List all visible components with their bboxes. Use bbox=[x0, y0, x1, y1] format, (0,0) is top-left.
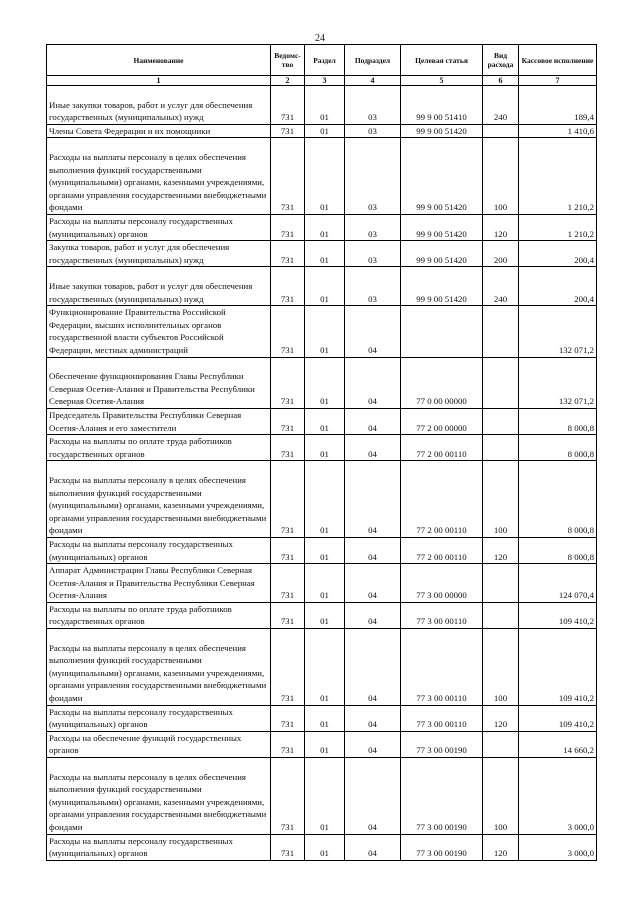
row-section: 01 bbox=[305, 564, 345, 603]
row-target-article: 77 2 00 00110 bbox=[401, 537, 483, 563]
table-row bbox=[47, 408, 597, 434]
row-name: Иные закупки товаров, работ и услуг для обеспечения государственных (муниципальных) нужд bbox=[47, 267, 271, 306]
column-number: 3 bbox=[305, 76, 345, 86]
table-row bbox=[47, 537, 597, 563]
table-row bbox=[47, 306, 597, 357]
row-section: 01 bbox=[305, 357, 345, 408]
column-number: 6 bbox=[483, 76, 519, 86]
row-name: Расходы на выплаты персоналу государственных (муниципальных) органов bbox=[47, 834, 271, 860]
row-target-article: 99 9 00 51410 bbox=[401, 86, 483, 125]
table-row bbox=[47, 241, 597, 267]
table-row bbox=[47, 602, 597, 628]
row-subsection: 04 bbox=[345, 629, 401, 706]
row-amount: 189,4 bbox=[519, 86, 597, 125]
row-name: Расходы на выплаты персоналу в целях обеспечения выполнения функций государственными (муниципальными) органами, казенными учреждениями, органами управления государственными внебюджетными фондами bbox=[47, 461, 271, 538]
row-subsection: 04 bbox=[345, 461, 401, 538]
row-name: Закупка товаров, работ и услуг для обеспечения государственных (муниципальных) нужд bbox=[47, 241, 271, 267]
row-department: 731 bbox=[271, 758, 305, 835]
column-number: 2 bbox=[271, 76, 305, 86]
row-subsection: 03 bbox=[345, 267, 401, 306]
row-department: 731 bbox=[271, 306, 305, 357]
row-expense-type bbox=[483, 408, 519, 434]
row-section: 01 bbox=[305, 758, 345, 835]
row-subsection: 04 bbox=[345, 602, 401, 628]
row-subsection: 04 bbox=[345, 834, 401, 860]
row-amount: 8 000,8 bbox=[519, 435, 597, 461]
row-amount: 109 410,2 bbox=[519, 705, 597, 731]
row-amount: 1 210,2 bbox=[519, 138, 597, 215]
column-number: 5 bbox=[401, 76, 483, 86]
column-number: 7 bbox=[519, 76, 597, 86]
row-name: Расходы на выплаты персоналу в целях обеспечения выполнения функций государственными (муниципальными) органами, казенными учреждениями, органами управления государственными внебюджетными фондами bbox=[47, 629, 271, 706]
table-row bbox=[47, 461, 597, 538]
row-name: Члены Совета Федерации и их помощники bbox=[47, 124, 271, 138]
row-section: 01 bbox=[305, 705, 345, 731]
row-name: Иные закупки товаров, работ и услуг для обеспечения государственных (муниципальных) нужд bbox=[47, 86, 271, 125]
row-amount: 14 660,2 bbox=[519, 731, 597, 757]
row-target-article: 99 9 00 51420 bbox=[401, 138, 483, 215]
row-expense-type: 100 bbox=[483, 461, 519, 538]
header-name: Наименование bbox=[47, 45, 271, 76]
row-department: 731 bbox=[271, 834, 305, 860]
row-expense-type bbox=[483, 731, 519, 757]
row-subsection: 04 bbox=[345, 306, 401, 357]
row-expense-type: 100 bbox=[483, 629, 519, 706]
column-number: 1 bbox=[47, 76, 271, 86]
row-target-article: 99 9 00 51420 bbox=[401, 214, 483, 240]
row-amount: 200,4 bbox=[519, 267, 597, 306]
row-department: 731 bbox=[271, 138, 305, 215]
row-subsection: 04 bbox=[345, 758, 401, 835]
row-target-article: 99 9 00 51420 bbox=[401, 267, 483, 306]
table-row bbox=[47, 758, 597, 835]
row-department: 731 bbox=[271, 705, 305, 731]
row-section: 01 bbox=[305, 86, 345, 125]
row-amount: 109 410,2 bbox=[519, 602, 597, 628]
row-expense-type: 200 bbox=[483, 241, 519, 267]
row-amount: 132 071,2 bbox=[519, 306, 597, 357]
header-section: Раздел bbox=[305, 45, 345, 76]
row-name: Обеспечение функционирования Главы Республики Северная Осетия-Алания и Правительства Республики Северная Осетия-Алания bbox=[47, 357, 271, 408]
row-amount: 124 070,4 bbox=[519, 564, 597, 603]
table-row bbox=[47, 267, 597, 306]
row-expense-type: 120 bbox=[483, 537, 519, 563]
row-department: 731 bbox=[271, 86, 305, 125]
table-body bbox=[47, 86, 597, 861]
row-department: 731 bbox=[271, 461, 305, 538]
row-expense-type: 100 bbox=[483, 758, 519, 835]
row-department: 731 bbox=[271, 629, 305, 706]
row-amount: 8 000,8 bbox=[519, 461, 597, 538]
table-row bbox=[47, 705, 597, 731]
row-amount: 132 071,2 bbox=[519, 357, 597, 408]
row-name: Расходы на выплаты по оплате труда работников государственных органов bbox=[47, 602, 271, 628]
row-department: 731 bbox=[271, 731, 305, 757]
row-section: 01 bbox=[305, 834, 345, 860]
row-section: 01 bbox=[305, 435, 345, 461]
header-subsection: Подраздел bbox=[345, 45, 401, 76]
row-name: Расходы на выплаты персоналу в целях обеспечения выполнения функций государственными (муниципальными) органами, казенными учреждениями, органами управления государственными внебюджетными фондами bbox=[47, 758, 271, 835]
row-amount: 3 000,0 bbox=[519, 758, 597, 835]
row-subsection: 04 bbox=[345, 731, 401, 757]
row-subsection: 04 bbox=[345, 408, 401, 434]
row-target-article: 77 3 00 00110 bbox=[401, 629, 483, 706]
table-row bbox=[47, 564, 597, 603]
row-section: 01 bbox=[305, 241, 345, 267]
row-expense-type bbox=[483, 306, 519, 357]
row-expense-type bbox=[483, 602, 519, 628]
row-department: 731 bbox=[271, 267, 305, 306]
row-target-article: 77 3 00 00190 bbox=[401, 758, 483, 835]
header-department: Ведомс-тво bbox=[271, 45, 305, 76]
table-row bbox=[47, 834, 597, 860]
row-target-article: 77 2 00 00000 bbox=[401, 408, 483, 434]
row-section: 01 bbox=[305, 124, 345, 138]
row-target-article: 77 3 00 00110 bbox=[401, 602, 483, 628]
row-target-article: 99 9 00 51420 bbox=[401, 124, 483, 138]
row-section: 01 bbox=[305, 602, 345, 628]
row-name: Функционирование Правительства Российской Федерации, высших исполнительных органов государственной власти субъектов Российской Федерации, местных администраций bbox=[47, 306, 271, 357]
row-target-article: 77 0 00 00000 bbox=[401, 357, 483, 408]
row-target-article: 77 3 00 00110 bbox=[401, 705, 483, 731]
table-row bbox=[47, 731, 597, 757]
row-expense-type bbox=[483, 124, 519, 138]
row-department: 731 bbox=[271, 408, 305, 434]
row-subsection: 03 bbox=[345, 138, 401, 215]
row-department: 731 bbox=[271, 537, 305, 563]
header-expense-type: Вид расхода bbox=[483, 45, 519, 76]
row-name: Расходы на выплаты персоналу государственных (муниципальных) органов bbox=[47, 705, 271, 731]
row-expense-type: 120 bbox=[483, 214, 519, 240]
row-section: 01 bbox=[305, 214, 345, 240]
column-number: 4 bbox=[345, 76, 401, 86]
row-subsection: 04 bbox=[345, 705, 401, 731]
row-amount: 3 000,0 bbox=[519, 834, 597, 860]
row-expense-type bbox=[483, 564, 519, 603]
row-expense-type: 240 bbox=[483, 267, 519, 306]
row-section: 01 bbox=[305, 461, 345, 538]
row-target-article: 99 9 00 51420 bbox=[401, 241, 483, 267]
table-row bbox=[47, 435, 597, 461]
table-row bbox=[47, 357, 597, 408]
table-row bbox=[47, 629, 597, 706]
row-expense-type: 100 bbox=[483, 138, 519, 215]
row-target-article: 77 3 00 00000 bbox=[401, 564, 483, 603]
row-amount: 8 000,8 bbox=[519, 537, 597, 563]
table-row bbox=[47, 138, 597, 215]
budget-table bbox=[46, 44, 597, 861]
row-target-article: 77 2 00 00110 bbox=[401, 435, 483, 461]
row-section: 01 bbox=[305, 138, 345, 215]
row-section: 01 bbox=[305, 267, 345, 306]
row-department: 731 bbox=[271, 214, 305, 240]
row-section: 01 bbox=[305, 731, 345, 757]
row-target-article bbox=[401, 306, 483, 357]
row-target-article: 77 3 00 00190 bbox=[401, 731, 483, 757]
table-row bbox=[47, 214, 597, 240]
row-department: 731 bbox=[271, 564, 305, 603]
row-amount: 1 210,2 bbox=[519, 214, 597, 240]
row-expense-type: 120 bbox=[483, 834, 519, 860]
row-amount: 8 000,8 bbox=[519, 408, 597, 434]
row-amount: 109 410,2 bbox=[519, 629, 597, 706]
row-name: Расходы на выплаты персоналу в целях обеспечения выполнения функций государственными (муниципальными) органами, казенными учреждениями, органами управления государственными внебюджетными фондами bbox=[47, 138, 271, 215]
page-number: 24 bbox=[315, 33, 325, 44]
table-row bbox=[47, 124, 597, 138]
row-subsection: 03 bbox=[345, 214, 401, 240]
row-section: 01 bbox=[305, 306, 345, 357]
row-department: 731 bbox=[271, 124, 305, 138]
row-expense-type: 240 bbox=[483, 86, 519, 125]
row-name: Аппарат Администрации Главы Республики Северная Осетия-Алания и Правительства Республики Северная Осетия-Алания bbox=[47, 564, 271, 603]
header-target-article: Целевая статья bbox=[401, 45, 483, 76]
row-name: Председатель Правительства Республики Северная Осетия-Алания и его заместители bbox=[47, 408, 271, 434]
row-name: Расходы на обеспечение функций государственных органов bbox=[47, 731, 271, 757]
row-subsection: 03 bbox=[345, 241, 401, 267]
row-subsection: 03 bbox=[345, 124, 401, 138]
row-target-article: 77 3 00 00190 bbox=[401, 834, 483, 860]
row-name: Расходы на выплаты по оплате труда работников государственных органов bbox=[47, 435, 271, 461]
row-target-article: 77 2 00 00110 bbox=[401, 461, 483, 538]
row-subsection: 03 bbox=[345, 86, 401, 125]
header-cash-execution: Кассовое исполнение bbox=[519, 45, 597, 76]
row-section: 01 bbox=[305, 408, 345, 434]
row-section: 01 bbox=[305, 629, 345, 706]
row-department: 731 bbox=[271, 435, 305, 461]
row-department: 731 bbox=[271, 241, 305, 267]
row-subsection: 04 bbox=[345, 435, 401, 461]
row-name: Расходы на выплаты персоналу государственных (муниципальных) органов bbox=[47, 214, 271, 240]
row-department: 731 bbox=[271, 357, 305, 408]
row-amount: 200,4 bbox=[519, 241, 597, 267]
row-amount: 1 410,6 bbox=[519, 124, 597, 138]
row-subsection: 04 bbox=[345, 357, 401, 408]
row-name: Расходы на выплаты персоналу государственных (муниципальных) органов bbox=[47, 537, 271, 563]
row-section: 01 bbox=[305, 537, 345, 563]
row-department: 731 bbox=[271, 602, 305, 628]
row-expense-type: 120 bbox=[483, 705, 519, 731]
row-expense-type bbox=[483, 357, 519, 408]
table-row bbox=[47, 86, 597, 125]
row-subsection: 04 bbox=[345, 564, 401, 603]
row-expense-type bbox=[483, 435, 519, 461]
row-subsection: 04 bbox=[345, 537, 401, 563]
table-header bbox=[47, 45, 597, 86]
